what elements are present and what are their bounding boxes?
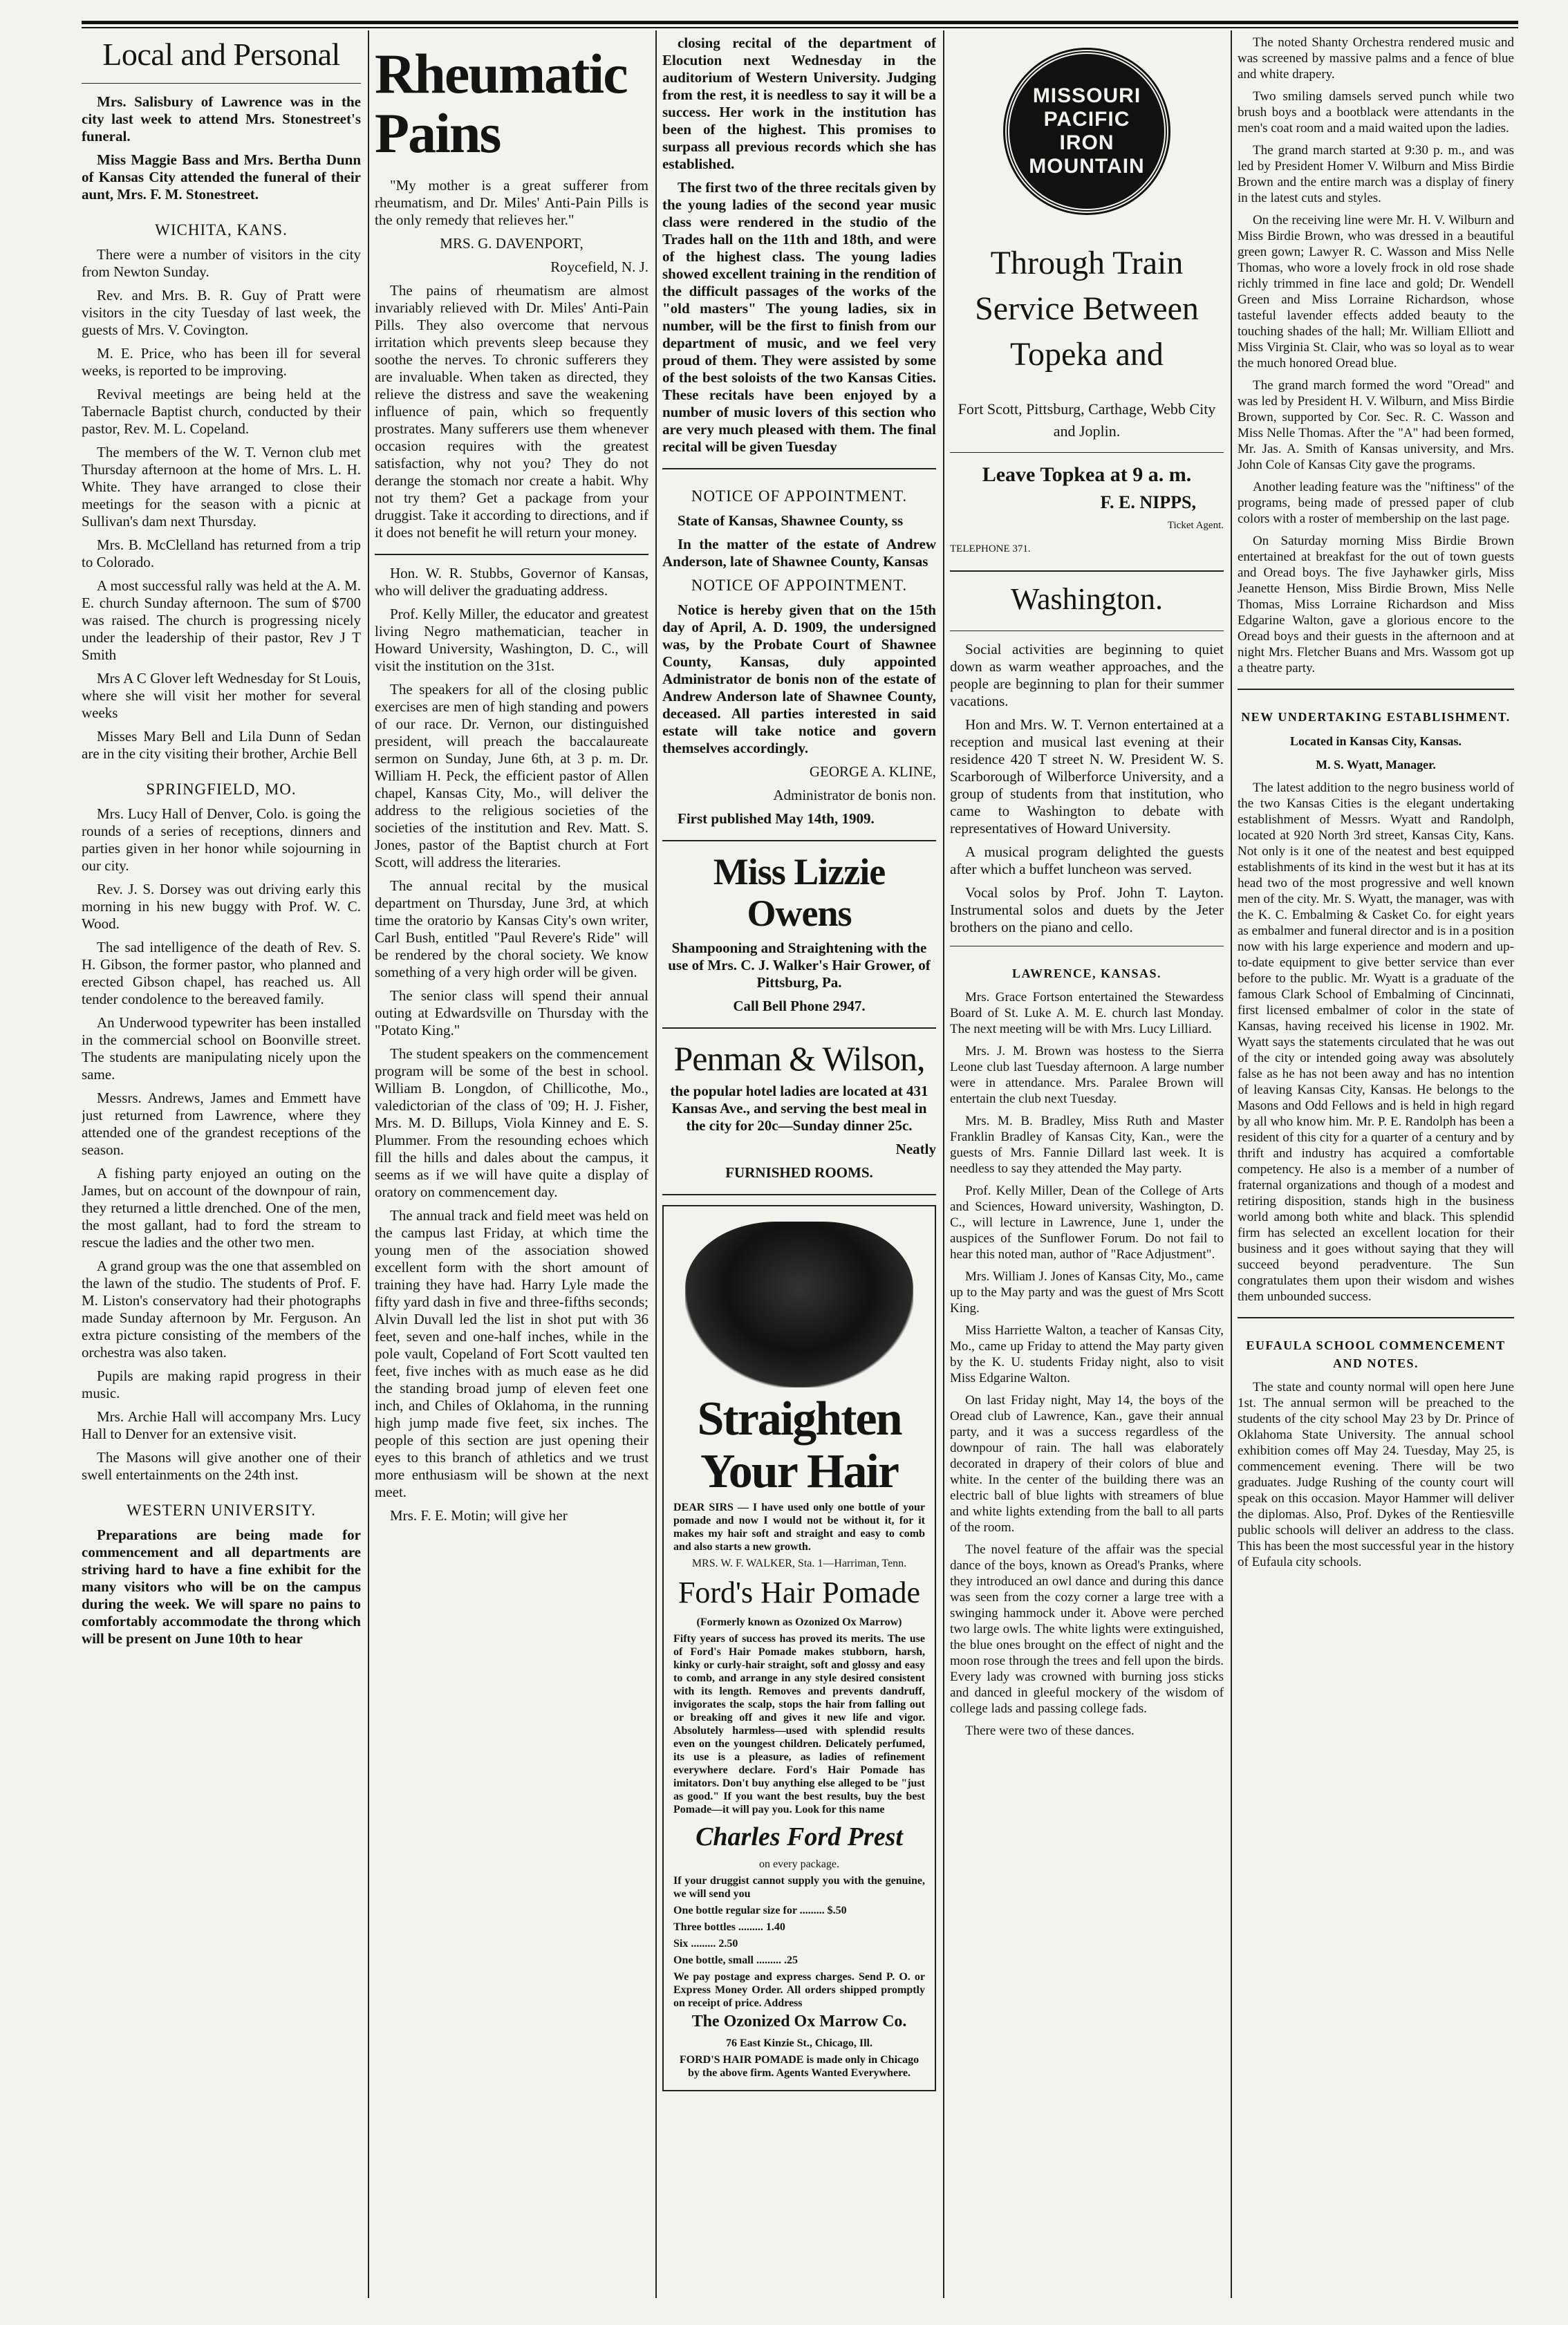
column-rule: [655, 30, 657, 2298]
news-item: Mrs. J. M. Brown was hostess to the Sierra Leone club last Tuesday afternoon. A large number were in attendance. Mrs. Paralee Brown will entertain the club next Tuesday.: [950, 1044, 1224, 1106]
ad-signature-name: MRS. G. DAVENPORT,: [440, 235, 584, 252]
ad-headline: Straighten Your Hair: [697, 1392, 902, 1498]
divider: [662, 1027, 936, 1029]
news-item: A grand group was the one that assembled on the lawn of the studio. The students of Prof. F. M. Liston's conservatory had their photographs made Sunday afternoon by Mr. Ferguson. An extra picture consisting of the members of the orchestra was also taken.: [82, 1258, 361, 1361]
ad-departure: Leave Topkea at 9 a. m.: [982, 463, 1192, 486]
news-item: The latest addition to the negro business world of the two Kansas Cities is the elegant undertaking establishment of Messrs. Wyatt and Randolph, located at 920 North 3rd street, Kansas City, Kans. Not only is it one of the neatest and best equipped establishments of its kind in the west but it has at its head two of the most progressive and well known men of the city. Mr. S. Wyatt, the manager, was with the K. C. Embalming & Casket Co. for eight years as embalmer and funeral director and is in a position now with his large experience and modern and up-to-date equipment to give better service than ever before to the public. Mr. Wyatt is a graduate of the famous Clark School of Embalming of Cincinnati, first licensed embalmer of color in the state of Kansas, having received his license in 1902. Mr. Wyatt says the statements circulated that he was out of the city or intended going away was absolutely false as he has not been away and has no intention of leaving Kansas City, Kansas. He belongs to the Masons and Odd Fellows and is held in high regard by all who know him. Mr. P. E. Randolph has been a resident of this city for a quarter of a century and by thrift and industry has acquired a comfortable competency. He also is a member of a number of fraternal organizations and though of a modest and retiring disposition, stands high in the business world among both white and black. This splendid firm has selected an excellent location for their business and it goes without saying that they will succeed beyond peradventure. The Sun congratulates them upon their wisdom and wishes them unbounded success.: [1238, 781, 1514, 1304]
section-title-washington: Washington.: [1010, 582, 1164, 616]
news-item: Prof. Kelly Miller, the educator and greatest living Negro mathematician, teacher in Howard University, Washington, D. C., will visit the institution on the 31st.: [375, 606, 648, 674]
ad-note: FORD'S HAIR POMADE is made only in Chicago by the above firm. Agents Wanted Everywhere.: [679, 2054, 920, 2079]
ad-furnished-rooms: FURNISHED ROOMS.: [725, 1164, 873, 1181]
divider: [1238, 1317, 1514, 1318]
column-notices: [662, 35, 936, 2295]
news-item: Rev. J. S. Dorsey was out driving early this morning in his new buggy with Prof. W. C. Wood.: [82, 881, 361, 932]
column-oread-undertaking: [1238, 35, 1514, 2295]
ad-signature-place: Roycefield, N. J.: [550, 259, 648, 275]
news-item: Hon and Mrs. W. T. Vernon entertained at a reception and musical last evening at their residence 420 T street N. W. President W. S. Scarborough of Wilberforce University, and a group of students from that institution, who came to Washington to debate with representatives of Howard University.: [950, 716, 1224, 837]
news-item: Mrs. Lucy Hall of Denver, Colo. is going the rounds of a series of receptions, dinners and parties given in her honor while sojourning in our city.: [82, 805, 361, 874]
ad-agent-title: Ticket Agent.: [1167, 520, 1224, 531]
ad-agent-name: F. E. NIPPS,: [1100, 492, 1196, 512]
ad-testimonial-signature: MRS. W. F. WALKER, Sta. 1—Harriman, Tenn.: [691, 1558, 907, 1569]
news-item: Vocal solos by Prof. John T. Layton. Instrumental solos and duets by the Jeter brothers on the piano and cello.: [950, 884, 1224, 935]
notice-state: State of Kansas, Shawnee County, ss: [678, 512, 904, 529]
news-item: On Saturday morning Miss Birdie Brown entertained at breakfast for the out of town guests and Oread boys. The five Jayhawker girls, Miss Jeanette Henson, Miss Birdie Brown, Miss Nelle Thomas, Miss Lorraine Richardson and Miss Edgarine Walton, gave a glorious encore to the Oread boys and their guests in the afternoon and at night Mrs. Fletcher Buans and Mrs. Wassom got up a theatre party.: [1238, 534, 1514, 675]
ad-title: Through Train Service Between Topeka and: [975, 245, 1199, 373]
ad-testimonial: DEAR SIRS — I have used only one bottle of your pomade and now I would not be without it, for it makes my hair soft and straight and easy to comb and also starts a new growth.: [673, 1502, 925, 1553]
news-item: Misses Mary Bell and Lila Dunn of Sedan are in the city visiting their brother, Archie Bell: [82, 728, 361, 762]
notice-matter: In the matter of the estate of Andrew Anderson, late of Shawnee County, Kansas: [662, 536, 936, 570]
news-item: A musical program delighted the guests after which a buffet luncheon was served.: [950, 843, 1224, 877]
ad-cities: Fort Scott, Pittsburg, Carthage, Webb City and Joplin.: [958, 400, 1216, 440]
ad-body: The pains of rheumatism are almost invariably relieved with Dr. Miles' Anti-Pain Pills. They also overcome that nervous irritation which prevents sleep because they soothe the nerves. To chronic sufferers they are invaluable. When taken as directed, they relieve the distress and save the weakening influence of pain, which so frequently prostrates. Many sufferers use them whenever occasion requires with the greatest satisfaction, why not you? They do not derange the stomach nor create a habit. Why not try them? Get a package from your druggist. Take it according to directions, and if it does not benefit he will return your money.: [375, 282, 648, 541]
news-item: The grand march formed the word "Oread" and was led by President H. V. Wilburn, and Miss Birdie Brown, supported by Cor. Sec. R. C. Wasson and Miss Nelle Thomas. After the "A" had been formed, Mr. Jas. A. Smith of Kansas university, and Mrs. John Cole of Kansas City gave the programs.: [1238, 378, 1514, 472]
news-item: Mrs. William J. Jones of Kansas City, Mo., came up to the May party and was the guest of Mrs Scott King.: [950, 1269, 1224, 1316]
news-item: The state and county normal will open here June 1st. The annual sermon will be preached to the students of the city school May 23 by Dr. Prince of Oklahoma State University. The annual school exhibition comes off May 24. Tuesday, May 25, is commencement evening. There will be two graduates. Judge Rushing of the county court will speak on this occasion. Mayor Hammer will deliver the diplomas. Also, Prof. Dykes of the Rentiesville public schools will deliver an address to the class. This has been the most successful year in the history of Eufaula city schools.: [1238, 1380, 1514, 1569]
price-line: One bottle regular size for ......... $.50: [673, 1905, 847, 1916]
section-title-local-personal: Local and Personal: [102, 37, 340, 72]
news-item: Hon. W. R. Stubbs, Governor of Kansas, who will deliver the graduating address.: [375, 565, 648, 599]
news-item: The novel feature of the affair was the special dance of the boys, known as Oread's Pranks, where they introduced an owl dance and during this dance was seen from the cozy corner a large tree with a swinging hammock under it. Above were perched two large owls. The white lights were extinguished, the blue ones brought on the effect of night and the moon rose through the trees and fell upon the birds. Every lady was crowned with burning joss sticks and danced in gleeful mockery of the wisdom of college lads and passing college fads.: [950, 1542, 1224, 1716]
ad-order: If your druggist cannot supply you with the genuine, we will send you: [673, 1875, 925, 1900]
news-item: Miss Maggie Bass and Mrs. Bertha Dunn of Kansas City attended the funeral of their aunt, Mrs. F. M. Stonestreet.: [82, 151, 361, 203]
news-item: The sad intelligence of the death of Rev. S. H. Gibson, the former pastor, who planned and erected Gibson chapel, has reached us. All tender condolence to the bereaved family.: [82, 939, 361, 1007]
notice-published: First published May 14th, 1909.: [678, 810, 875, 827]
divider: [950, 570, 1224, 572]
undertaking-location: Located in Kansas City, Kansas.: [1289, 734, 1462, 748]
divider: [662, 468, 936, 469]
masthead-rule-thin: [82, 27, 1518, 28]
newspaper-page: [82, 21, 1518, 2302]
ad-missouri-pacific: [950, 50, 1224, 558]
news-item: closing recital of the department of Elocution next Wednesday in the auditorium of Western University. Judging from the rest, it is needless to say it will be a success. Her work in the institution has been of the highest. This promises to surpass all previous records which she has established.: [662, 35, 936, 172]
news-item: The student speakers on the commencement program will be some of the best in school. William B. Longdon, of Chillicothe, Mo., valedictorian of the class of '09; H. J. Fisher, Mrs. M. D. Billups, Viola Kinney and E. S. Plummer. From the resounding echoes which fill the hills and dales about the campus, it seems as if we will have quite a display of oratory on commencement day.: [375, 1045, 648, 1200]
ad-lizzie-owens: [662, 851, 936, 1015]
news-item: Mrs. Salisbury of Lawrence was in the city last week to attend Mrs. Stonestreet's funeral.: [82, 93, 361, 144]
ad-penman-wilson: [662, 1038, 936, 1182]
missouri-pacific-logo-icon: MISSOURI PACIFIC IRON MOUNTAIN: [1005, 50, 1168, 213]
notice-signature-title: Administrator de bonis non.: [773, 787, 936, 803]
section-heading-wichita: WICHITA, KANS.: [155, 221, 288, 239]
news-item: Prof. Kelly Miller, Dean of the College of Arts and Sciences, Howard university, Washington, D. C., will lecture in Lawrence, June 1, under the auspices of the Sunflower Forum. Do not fail to hear this noted man, author of "Race Adjustment".: [950, 1184, 1224, 1262]
column-rule: [1231, 30, 1232, 2298]
news-item: Revival meetings are being held at the Tabernacle Baptist church, conducted by their pastor, Rev. M. L. Copeland.: [82, 386, 361, 437]
news-item: Preparations are being made for commencement and all departments are striving hard to have a fine exhibit for the many visitors who will be on the campus during the week. We will spare no pains to comfortably accommodate the throng which will be present on June 10th to hear: [82, 1526, 361, 1647]
news-item: The annual track and field meet was held on the campus last Friday, at which time the young men of the association showed excellent form with the short amount of training they have had. Harry Lyle made the fifty yard dash in five and three-fifths seconds; Alvin Duvall led the list in shot put with 36 feet, seven and one-half inches, while in the pole vault, Copeland of Fort Scott vaulted ten feet, five inches with as much ease as he did the standing broad jump of eleven feet one inch, and Chiles of Oklahoma, in the running high jump made five feet, six inches. The people of this section are just opening their eyes to this branch of athletics and we trust more enthusiasm will be shown at the next meet.: [375, 1207, 648, 1500]
ad-title: Penman & Wilson,: [673, 1039, 925, 1078]
column-rule: [368, 30, 369, 2298]
news-item: A fishing party enjoyed an outing on the James, but on account of the downpour of rain, they returned a little drenched. One of the men, the most gallant, had to ford the stream to rescue the ladies and the other two men.: [82, 1165, 361, 1251]
ad-telephone: TELEPHONE 371.: [950, 543, 1031, 554]
ad-quote: "My mother is a great sufferer from rheumatism, and Dr. Miles' Anti-Pain Pills is the only remedy that relieves her.": [375, 177, 648, 228]
price-line: Six ......... 2.50: [673, 1938, 738, 1950]
section-heading-western-university: WESTERN UNIVERSITY.: [126, 1502, 317, 1519]
ad-title: Miss Lizzie Owens: [713, 851, 886, 934]
masthead-rule: [82, 21, 1518, 24]
ad-package: on every package.: [759, 1858, 839, 1870]
news-item: The Masons will give another one of their swell entertainments on the 24th inst.: [82, 1449, 361, 1483]
column-railway-washington: [950, 35, 1224, 2295]
column-rheumatic: [375, 35, 648, 2295]
ad-body: Fifty years of success has proved its merits. The use of Ford's Hair Pomade makes stubborn, harsh, kinky or curly-hair straight, soft and glossy and easy to comb, and arrange in any style desired consistent with its length. Removes and prevents dandruff, invigorates the scalp, stops the hair from falling out or breaking off and gives it new life and vigor. Absolutely harmless—used with splendid results even on the youngest children. Delicately perfumed, its use is a pleasure, as ladies of refinement everywhere declare. Ford's Hair Pomade has imitators. Don't buy anything else alleged to be "just as good." If you want the best results, buy the best Pomade—it will pay you. Look for this name: [673, 1633, 925, 1815]
ad-company: The Ozonized Ox Marrow Co.: [691, 2013, 907, 2030]
news-item: Two smiling damsels served punch while two brush boys and a bootblack were attendants in the men's coat room and a maid waited upon the ladies.: [1238, 89, 1514, 136]
ad-fords-hair-pomade: [662, 1205, 936, 2091]
signature-logo: Charles Ford Prest: [696, 1822, 903, 1851]
news-item: The senior class will spend their annual outing at Edwardsville on Thursday with the "Potato King.": [375, 987, 648, 1038]
news-item: Social activities are beginning to quiet down as warm weather approaches, and the people are beginning to plan for their summer vacations.: [950, 641, 1224, 709]
news-item: Mrs. F. E. Motin; will give her: [390, 1507, 568, 1524]
ad-body: the popular hotel ladies are located at 431 Kansas Ave., and serving the best meal in the city for 20c—Sunday dinner 25c.: [670, 1083, 928, 1134]
news-item: The annual recital by the musical department on Thursday, June 3rd, at which time the oratorio by Kansas City's own writer, Carl Bush, entitled "Paul Revere's Ride" will be rendered by the choral society. We know something of a very high order will be given.: [375, 877, 648, 980]
news-item: Messrs. Andrews, James and Emmett have just returned from Lawrence, where they attended one of the grandest receptions of the season.: [82, 1090, 361, 1158]
news-item: Mrs. M. B. Bradley, Miss Ruth and Master Franklin Bradley of Kansas City, Kan., were the guests of Mrs. Fannie Dillard last week. It is needless to say they attended the May party.: [950, 1114, 1224, 1176]
section-heading-eufaula: EUFAULA SCHOOL COMMENCEMENT AND NOTES.: [1246, 1338, 1506, 1370]
notice-body: Notice is hereby given that on the 15th day of April, A. D. 1909, the undersigned was, by the Probate Court of Shawnee County, Kansas, duly appointed Administrator de bonis non of the estate of Andrew Anderson late of Shawnee County, deceased. All parties interested in said estate will take notice and govern themselves accordingly.: [662, 601, 936, 756]
news-item: Pupils are making rapid progress in their music.: [82, 1367, 361, 1401]
news-item: Mrs. Grace Fortson entertained the Stewardess Board of St. Luke A. M. E. church last Monday. The next meeting will be with Mrs. Lucy Lilliard.: [950, 990, 1224, 1036]
news-item: Mrs. Archie Hall will accompany Mrs. Lucy Hall to Denver for an extensive visit.: [82, 1408, 361, 1442]
ad-address: 76 East Kinzie St., Chicago, Ill.: [725, 2037, 872, 2049]
news-item: Mrs A C Glover left Wednesday for St Louis, where she will visit her mother for several weeks: [82, 670, 361, 721]
ad-title: Rheumatic Pains: [375, 42, 627, 165]
news-item: Miss Harriette Walton, a teacher of Kansas City, Mo., came up Friday to attend the May party given by the K. U. students Friday night, also to visit Miss Edgarine Walton.: [950, 1323, 1224, 1385]
ad-product-name: Ford's Hair Pomade: [678, 1576, 921, 1609]
divider: [375, 554, 648, 555]
news-item: On the receiving line were Mr. H. V. Wilburn and Miss Birdie Brown, who was dressed in a beautiful green gown; Lawyer R. C. Wasson and Miss Nelle Thomas, who wore a lovely frock in old rose shade richly trimmed in fine lace and gold; Dr. Wendell Green and Miss Lorraine Richardson, whose tasteful lavender effects added beauty to the touching shades of the hall; Mr. William Elliott and Miss Virginia St. Clair, who was so loyal as to wear the much honored Oread blue.: [1238, 213, 1514, 371]
ad-phone: Call Bell Phone 2947.: [733, 998, 866, 1014]
news-item: The first two of the three recitals given by the young ladies of the second year music class were rendered in the studio of the Trades hall on the 11th and 18th, and were of the highest class. The young ladies showed excellent training in the rendition of the difficult passages of the works of the "old masters" The young ladies, six in number, will be the first to finish from our department of music, and we feel very proud of them. They were assisted by some of the best soloists of the two Kansas Cities. These recitals have been enjoyed by a number of music lovers of this section who are very much pleased with them. The final recital will be given Tuesday: [662, 179, 936, 455]
section-heading-undertaking: NEW UNDERTAKING ESTABLISHMENT.: [1241, 710, 1511, 724]
notice-heading: NOTICE OF APPOINTMENT.: [691, 487, 908, 505]
news-item: The speakers for all of the closing public exercises are men of high standing and powers of our race. Dr. Vernon, our distinguished president, will preach the baccalaureate sermon on Sunday, June 6th, at 3 p. m. Dr. William H. Peck, the efficient pastor of Allen chapel, Kansas City, Mo., will deliver the address to the religious societies of the societies of the institution and Rev. Matt. S. Jones, pastor of the Baptist church at Fort Scott, will address the literaries.: [375, 681, 648, 870]
woman-portrait-icon: [685, 1222, 913, 1388]
news-item: The noted Shanty Orchestra rendered music and was screened by massive palms and a fence of blue and white drapery.: [1238, 35, 1514, 82]
news-item: M. E. Price, who has been ill for several weeks, is reported to be improving.: [82, 345, 361, 379]
column-local-personal: [82, 35, 361, 2295]
divider: [662, 1194, 936, 1195]
price-line: One bottle, small ......... .25: [673, 1954, 798, 1966]
divider: [1238, 689, 1514, 690]
news-item: Rev. and Mrs. B. R. Guy of Pratt were visitors in the city Tuesday of last week, the guests of Mrs. V. Covington.: [82, 287, 361, 338]
divider: [82, 83, 361, 84]
ad-footer: We pay postage and express charges. Send P. O. or Express Money Order. All orders shipped promptly on receipt of price. Address: [673, 1971, 925, 2009]
news-item: There were a number of visitors in the city from Newton Sunday.: [82, 246, 361, 280]
news-item: A most successful rally was held at the A. M. E. church Sunday afternoon. The sum of $700 was raised. The church is progressing nicely under the leadership of their pastor, Rev J T Smith: [82, 577, 361, 663]
undertaking-manager: M. S. Wyatt, Manager.: [1316, 758, 1436, 772]
news-item: The members of the W. T. Vernon club met Thursday afternoon at the home of Mrs. L. H. White. They have arranged to close their meetings for the season with a picnic at Sullivan's dam next Thursday.: [82, 444, 361, 530]
ad-formerly: (Formerly known as Ozonized Ox Marrow): [696, 1616, 902, 1628]
news-item: There were two of these dances.: [965, 1724, 1135, 1738]
news-item: On last Friday night, May 14, the boys of the Oread club of Lawrence, Kan., gave their annual party, and it was a success regardless of the downpour of rain. The hall was elaborately decorated in drapery of their colors of blue and white. In the center of the building there was an electric ball of blue lights with streamers of blue and white lights extending from the ball to all parts of the room.: [950, 1393, 1224, 1535]
divider: [662, 840, 936, 841]
ad-body: Shampooning and Straightening with the use of Mrs. C. J. Walker's Hair Grower, of Pittsburg, Pa.: [668, 940, 931, 991]
notice-heading: NOTICE OF APPOINTMENT.: [691, 577, 908, 594]
news-item: An Underwood typewriter has been installed in the commercial school on Boonville street. The students are manipulating nicely upon the same.: [82, 1014, 361, 1083]
section-heading-lawrence: LAWRENCE, KANSAS.: [1011, 967, 1162, 980]
notice-signature: GEORGE A. KLINE,: [809, 763, 936, 780]
divider: [950, 452, 1224, 453]
price-line: Three bottles ......... 1.40: [673, 1921, 785, 1933]
ad-neatly: Neatly: [895, 1141, 936, 1157]
column-rule: [943, 30, 944, 2298]
ad-rheumatic-pains: [375, 44, 648, 541]
news-item: The grand march started at 9:30 p. m., and was led by President Homer V. Wilburn and Miss Birdie Brown and the entire march was a display of finery in the latest cuts and styles.: [1238, 143, 1514, 205]
news-item: Another leading feature was the "niftiness" of the programs, being made of pressed paper of club colors with a roster of membership on the last page.: [1238, 480, 1514, 526]
news-item: Mrs. B. McClelland has returned from a trip to Colorado.: [82, 536, 361, 570]
section-heading-springfield: SPRINGFIELD, MO.: [146, 781, 297, 798]
